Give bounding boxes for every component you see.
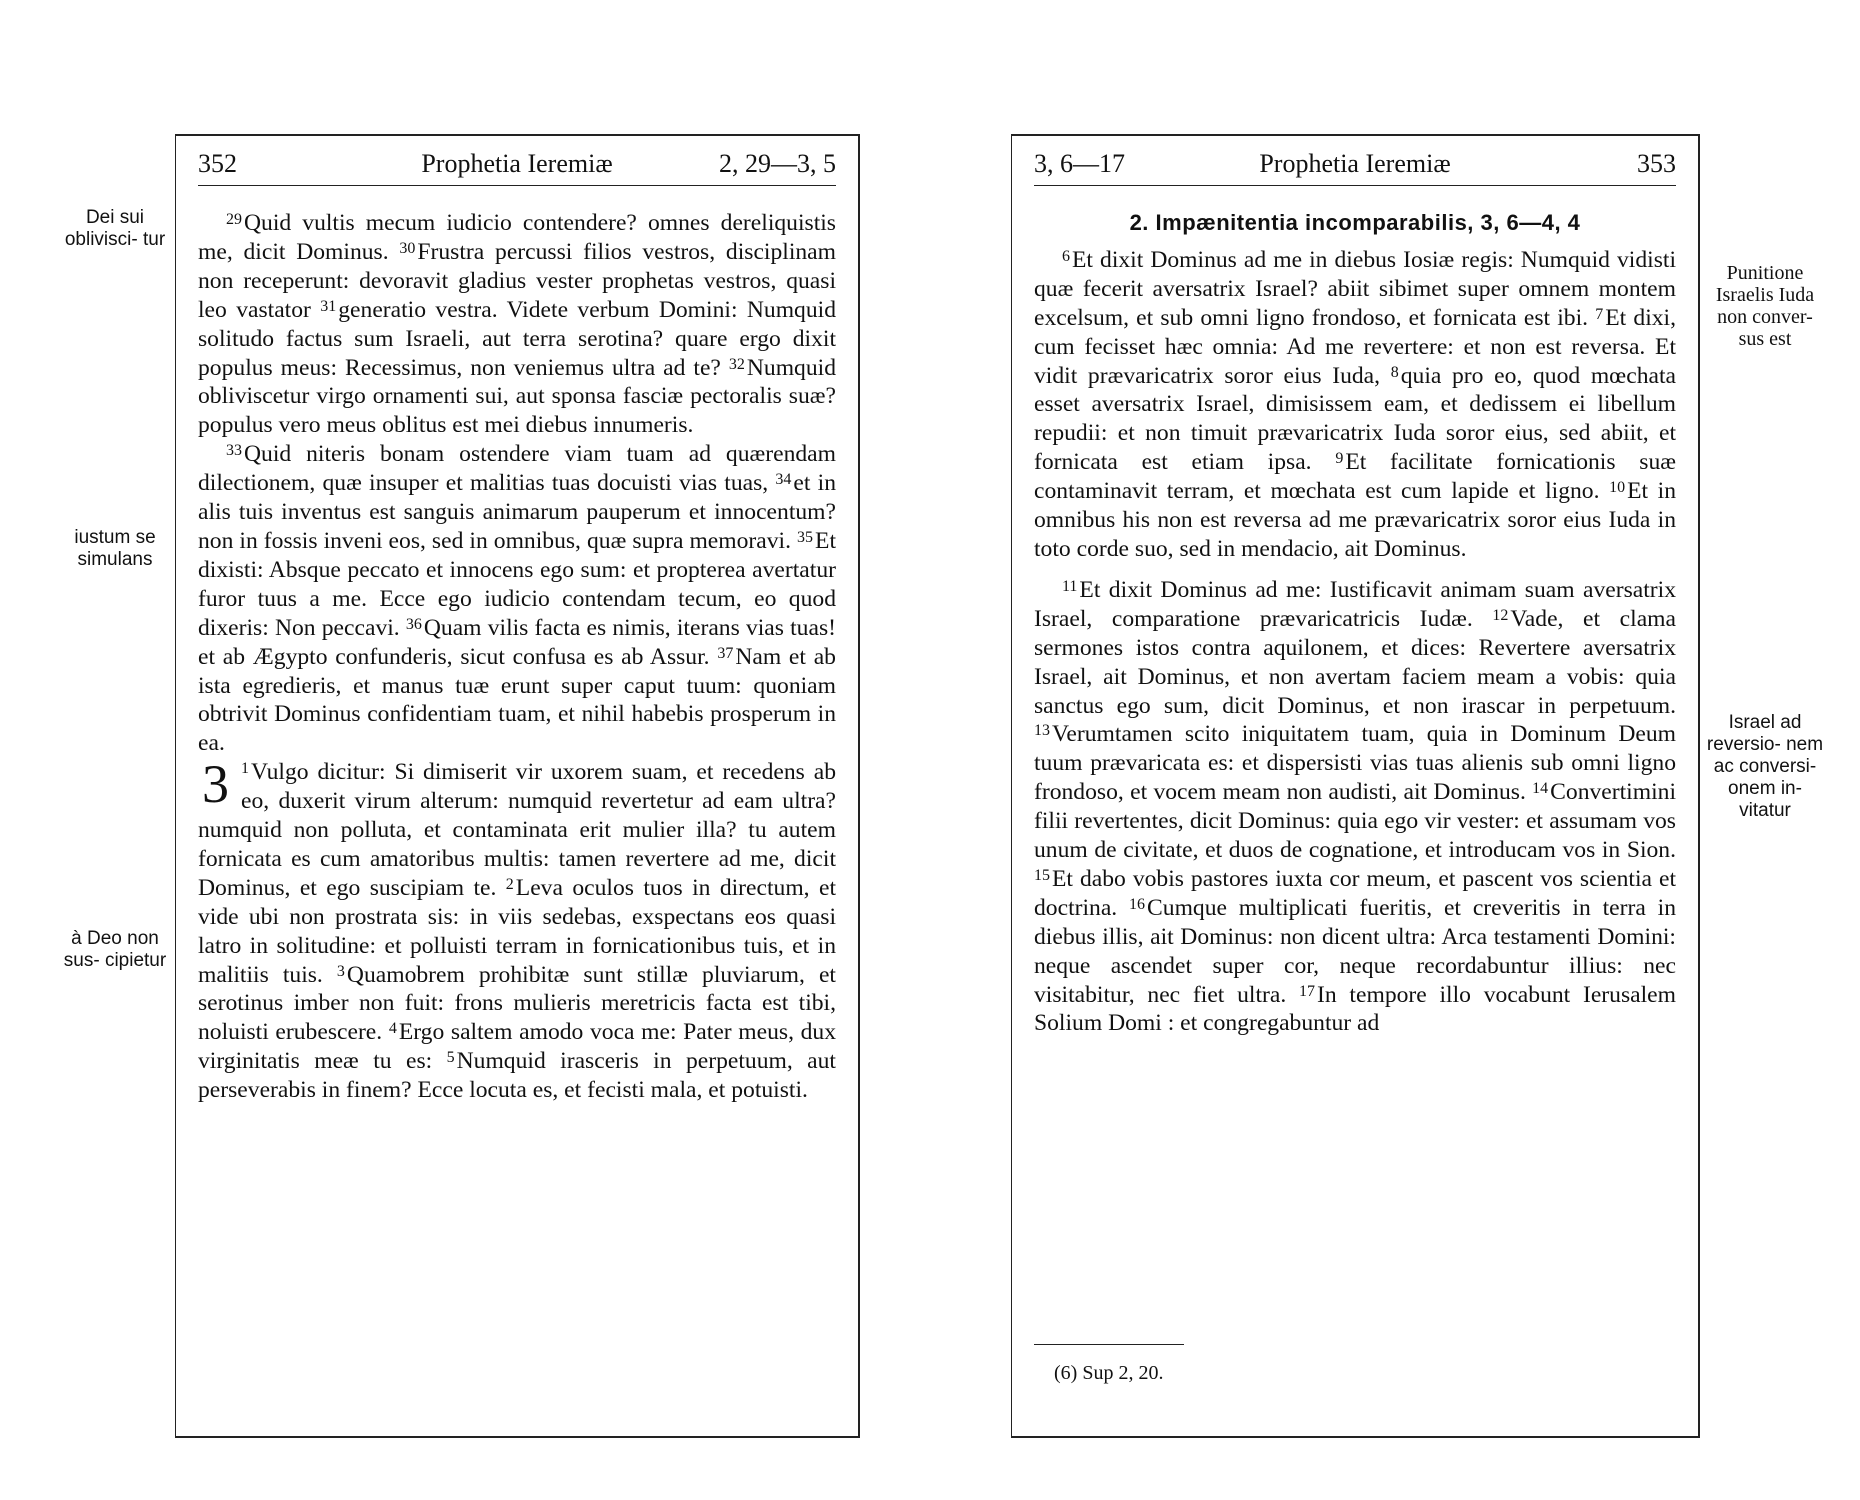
verse-number: 35 — [797, 528, 814, 546]
verse-text: Frustra percussi filios vestros, disciplinam non receperunt: devoravit gladius vester prophetas vestros, quasi leo vastator — [198, 238, 836, 323]
verse-text: Et dixit Dominus ad me: Iustificavit animam suam aversatrix Israel, comparatione prævaricatricis Iudæ. — [1034, 576, 1676, 632]
verse-text: Quid niteris bonam ostendere viam tuam ad quærendam dilectionem, quæ insuper et malitias tuas docuisti vias tuas, — [198, 441, 836, 497]
verse-number: 34 — [775, 471, 792, 489]
margin-note-left-1: Dei sui oblivisci- tur — [64, 207, 166, 250]
verse-number: 12 — [1492, 606, 1509, 624]
footnote-rule — [1034, 1344, 1184, 1345]
verse-number: 32 — [728, 355, 745, 373]
margin-note-left-3: à Deo non sus- cipietur — [63, 928, 167, 971]
verse-text: Et dixi, cum fecisset hæc omnia: Ad me revertere: et non est reversa. Et vidit prævaricatrix soror eius Iuda, — [1034, 304, 1676, 389]
verse-text: Et facilitate fornicationis suæ contaminavit terram, et mœchata est cum lapide et ligno. — [1034, 449, 1676, 505]
verse-text: Quamobrem prohibitæ sunt stillæ pluviarum, et serotinus imber non fuit: frons mulieris meretricis facta est tibi, noluisti erubescere. — [198, 961, 836, 1046]
right-page-number: 353 — [1637, 149, 1676, 178]
verse-text: Leva oculos tuos in directum, et vide ubi non prostrata sis: in viis sedebas, exspectans eos quasi latro in solitudine: et polluisti terram in fornicationibus tuis, et in malitiis tuis. — [198, 874, 836, 988]
verse-number: 10 — [1609, 479, 1626, 497]
verse-number: 2 — [505, 875, 514, 893]
verse-number: 16 — [1129, 895, 1146, 913]
section-heading: 2. Impænitentia incomparabilis, 3, 6—4, 4 — [1129, 210, 1581, 235]
verse-text: Numquid irasceris in perpetuum, aut perseverabis in finem? Ecce locuta es, et fecisti mala, et potuisti. — [198, 1048, 836, 1104]
verse-number: 36 — [405, 615, 422, 633]
right-running-title: Prophetia Ieremiæ — [1259, 149, 1451, 178]
paragraph — [198, 209, 836, 440]
verse-text: quia pro eo, quod mœchata esset aversatrix Israel, dimisissem eam, et dedissem ei libellum repudii: et non timuit prævaricatrix Iuda soror eius, sed abiit, et fornicata est etiam ipsa. — [1034, 362, 1676, 476]
verse-text: Vulgo dicitur: Si dimiserit vir uxorem suam, et recedens ab eo, duxerit virum alterum: numquid revertetur ad eam ultra? numquid non polluta, et contaminata erit mulier illa? tu autem fornicata es cum amatoribus multis: tamen revertere ad me, dicit Dominus, et ego suscipiam te. — [198, 759, 836, 901]
verse-number: 13 — [1034, 722, 1050, 740]
right-page — [1011, 134, 1700, 1438]
paragraph — [1034, 576, 1676, 1039]
margin-note-right-2: Israel ad reversio- nem ac conversi- onem in- vitatur — [1706, 712, 1824, 821]
right-body-text — [1034, 209, 1676, 1038]
verse-number: 14 — [1532, 780, 1549, 798]
left-running-title: Prophetia Ieremiæ — [421, 149, 613, 178]
verse-text: Et dixisti: Absque peccato et innocens ego sum: et propterea avertatur furor tuus a me. Ecce ego iudicio contendam tecum, eo quod dixeris: Non peccavi. — [198, 527, 836, 641]
paragraph — [1034, 246, 1676, 564]
verse-text: Vade, et clama sermones istos contra aquilonem, et dices: Revertere aversatrix Israel, ait Dominus, et non avertam faciem meam a vobis: quia sanctus ego sum, dicit Dominus, et non irascar in perpetuum. — [1034, 605, 1676, 719]
right-verse-range: 3, 6—17 — [1034, 149, 1125, 178]
footnote: (6) Sup 2, 20. — [1054, 1362, 1164, 1384]
verse-text: Et dixit Dominus ad me in diebus Iosiæ regis: Numquid vidisti quæ fecerit aversatrix Israel? abiit sibimet super omnem montem excelsum, et sub omni ligno frondoso, et fornicata est ibi. — [1034, 246, 1676, 331]
verse-number: 31 — [320, 297, 337, 315]
verse-number: 1 — [241, 760, 249, 778]
margin-note-right-1: Punitione Israelis Iuda non conver- sus est — [1715, 262, 1815, 350]
margin-note-left-2: iustum se simulans — [74, 527, 156, 570]
verse-number: 11 — [1062, 577, 1078, 595]
verse-text: Ergo saltem amodo voca me: Pater meus, dux virginitatis meæ tu es: — [198, 1019, 837, 1075]
verse-text: et in alis tuis inventus est sanguis animarum pauperum et innocentum? non in fossis inveni eos, sed in omnibus, quæ supra memoravi. — [198, 470, 836, 554]
verse-text: In tempore illo vocabunt Ierusalem Solium Domi : et congregabuntur ad — [1034, 981, 1676, 1037]
verse-number: 37 — [717, 644, 734, 662]
verse-text: generatio vestra. Videte verbum Domini: Numquid solitudo factus sum Israeli, aut terra serotina? quare ergo dixit populus meus: Recessimus, non veniemus ultra ad te? — [198, 296, 836, 381]
verse-number: 9 — [1335, 450, 1344, 468]
verse-text: Numquid obliviscetur virgo ornamenti sui, aut sponsa fasciæ pectoralis suæ? populus vero meus oblitus est mei diebus innumeris. — [198, 354, 836, 439]
verse-text: Cumque multiplicati fueritis, et creveritis in terra in diebus illis, ait Dominus: non dicent ultra: Arca testamenti Domini: neque ascendet super cor, neque recordabuntur illius: nec visitabitur, nec fiet ultra. — [1034, 894, 1676, 1008]
left-page-number: 352 — [198, 149, 237, 178]
left-body-text — [198, 209, 836, 1105]
verse-text: Convertimini filii revertentes, dicit Dominus: quia ego vir vester: et assumam vos unum de civitate, et duos de cognatione, et introducam vos in Sion. — [1034, 779, 1676, 864]
left-verse-range: 2, 29—3, 5 — [719, 149, 836, 178]
verse-text: Quid vultis mecum iudicio contendere? omnes dereliquistis me, dicit Dominus. — [198, 210, 836, 265]
verse-number: 7 — [1595, 305, 1604, 323]
verse-number: 15 — [1034, 866, 1050, 884]
chapter-paragraph — [198, 754, 837, 1105]
verse-number: 3 — [336, 962, 345, 980]
verse-text: Verumtamen scito iniquitatem tuam, quia in Dominum Deum tuum prævaricata es: et dispersisti vias tuas alienis sub omni ligno frondoso, et vocem meam non audisti, ait Dominus. — [1034, 721, 1676, 806]
verse-number: 8 — [1390, 363, 1399, 381]
verse-number: 33 — [226, 442, 242, 460]
verse-text: Quam vilis facta es nimis, iterans vias tuas! et ab Ægypto confunderis, sicut confusa es ab Assur. — [198, 614, 836, 670]
left-running-head — [198, 149, 836, 186]
verse-number: 30 — [399, 239, 416, 257]
verse-number: 6 — [1062, 247, 1070, 265]
verse-text: Et in omnibus his non est reversa ad me prævaricatrix soror eius Iuda in toto corde suo, sed in mendacio, ait Dominus. — [1034, 478, 1676, 562]
verse-number: 29 — [226, 211, 242, 228]
left-page — [175, 134, 860, 1438]
verse-text: Et dabo vobis pastores iuxta cor meum, et pascent vos scientia et doctrina. — [1034, 865, 1676, 921]
chapter-number: 3 — [202, 754, 229, 815]
verse-number: 5 — [446, 1049, 455, 1067]
verse-number: 17 — [1299, 982, 1316, 1000]
verse-number: 4 — [388, 1020, 397, 1038]
right-running-head — [1034, 149, 1676, 186]
paragraph — [198, 440, 836, 758]
verse-text: Nam et ab ista egredieris, et manus tuæ erunt super caput tuum: quoniam obtrivit Dominus confidentiam tuam, et nihil habebis prosperum in ea. — [198, 643, 836, 757]
